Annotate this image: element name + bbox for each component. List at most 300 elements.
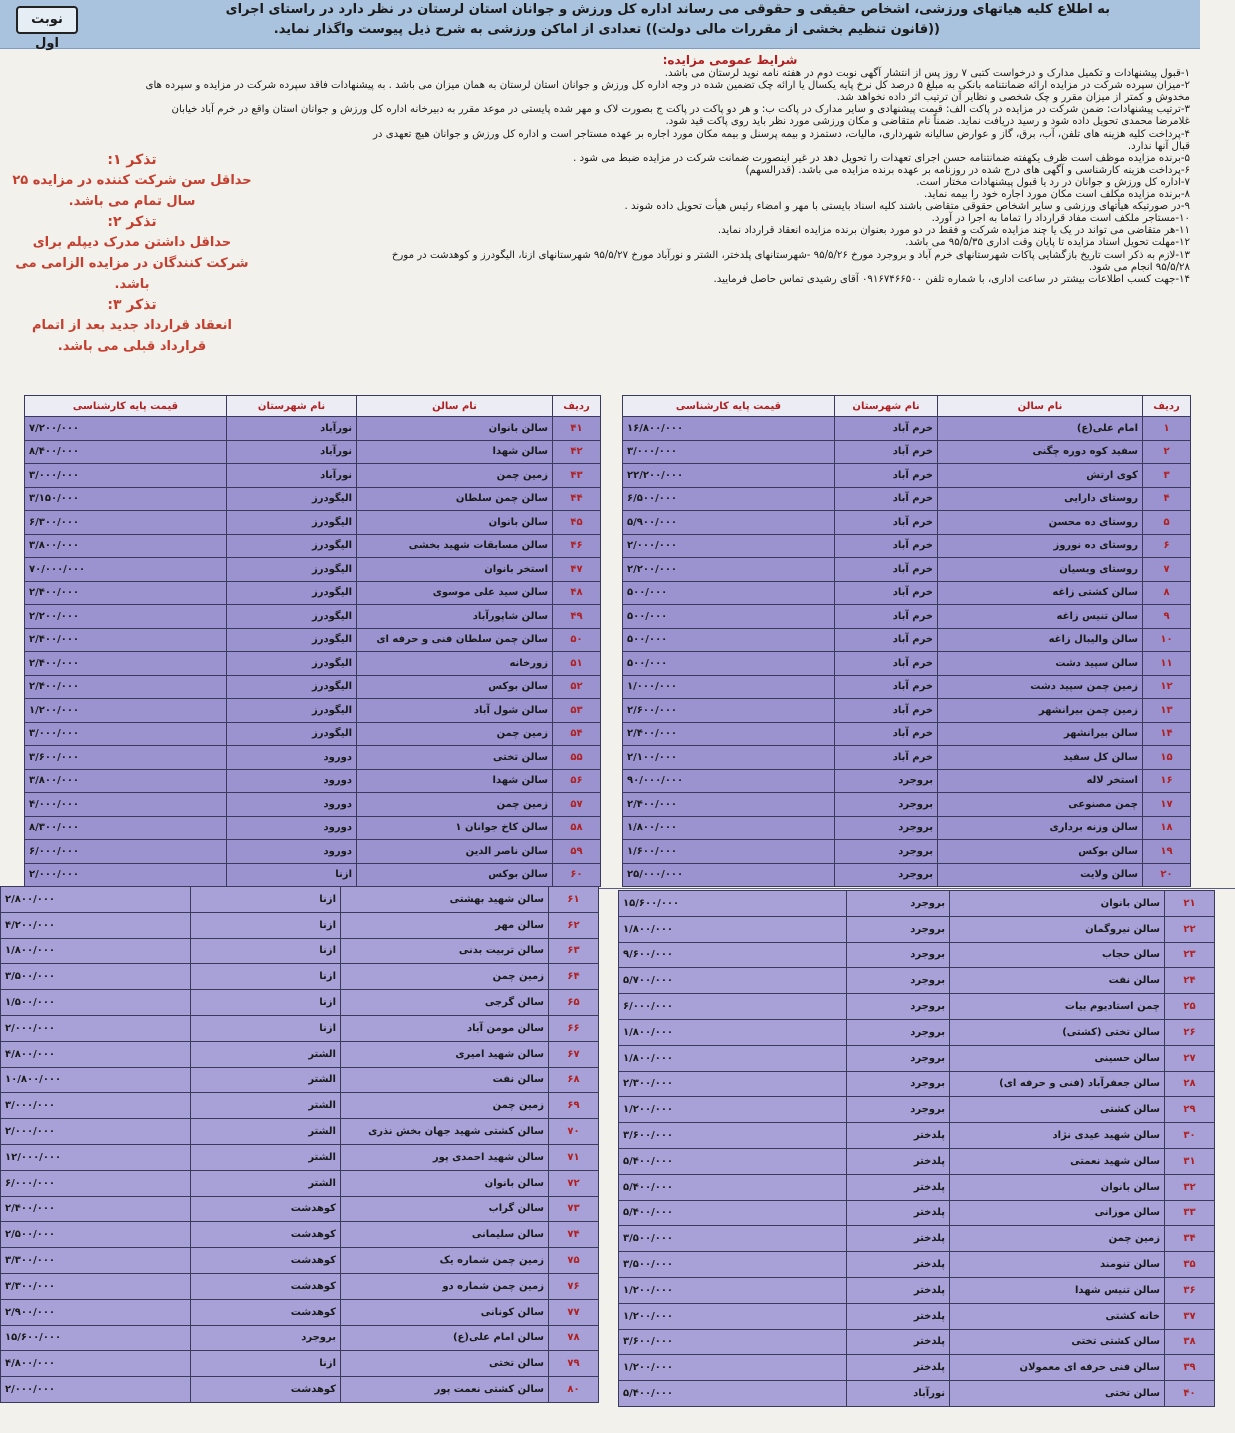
- cell-price: ۲/۸۰۰/۰۰۰: [1, 887, 191, 913]
- cell-hall: زمین چمن: [341, 1093, 549, 1119]
- table-row: [623, 464, 1191, 488]
- cell-hall: سالن سید علی موسوی: [357, 581, 553, 605]
- cell-price: ۵/۷۰۰/۰۰۰: [619, 968, 847, 994]
- condition-item: ۸-برنده مزایده مکلف است مکان مورد اجاره خود را بیمه نماید.: [923, 189, 1190, 201]
- cell-price: ۲/۹۰۰/۰۰۰: [1, 1299, 191, 1325]
- cell-hall: سالن تختی: [357, 746, 553, 770]
- cell-hall: زمین چمن سپید دشت: [938, 675, 1143, 699]
- cell-price: ۳/۳۰۰/۰۰۰: [1, 1248, 191, 1274]
- cell-hall: سالن ولایت: [938, 863, 1143, 887]
- cell-price: ۹۰/۰۰۰/۰۰۰: [623, 769, 835, 793]
- cell-num: ۷: [1143, 558, 1191, 582]
- cell-city: دورود: [227, 793, 357, 817]
- cell-price: ۴/۲۰۰/۰۰۰: [1, 912, 191, 938]
- cell-hall: سالن شهید بهشتی: [341, 887, 549, 913]
- cell-city: پلدختر: [847, 1303, 950, 1329]
- cell-price: ۲/۲۰۰/۰۰۰: [25, 605, 227, 629]
- cell-price: ۱/۵۰۰/۰۰۰: [1, 990, 191, 1016]
- cell-price: ۲/۴۰۰/۰۰۰: [25, 675, 227, 699]
- table-row: [1, 1325, 599, 1351]
- cell-num: ۱۵: [1143, 746, 1191, 770]
- cell-price: ۲/۴۰۰/۰۰۰: [25, 652, 227, 676]
- cell-num: ۳۰: [1165, 1123, 1215, 1149]
- cell-price: ۲۲/۲۰۰/۰۰۰: [623, 464, 835, 488]
- table-row: [25, 440, 601, 464]
- header-hall: نام سالن: [938, 396, 1143, 417]
- cell-hall: زمین چمن: [357, 793, 553, 817]
- cell-city: خرم آباد: [835, 652, 938, 676]
- table-row: [1, 1248, 599, 1274]
- cell-price: ۳/۸۰۰/۰۰۰: [25, 769, 227, 793]
- conditions-title: شرایط عمومی مزایده:: [662, 53, 798, 67]
- cell-hall: زمین چمن: [357, 464, 553, 488]
- cell-city: خرم آباد: [835, 417, 938, 441]
- cell-city: دورود: [227, 840, 357, 864]
- cell-price: ۱/۲۰۰/۰۰۰: [619, 1097, 847, 1123]
- cell-price: ۲۵/۰۰۰/۰۰۰: [623, 863, 835, 887]
- table-row: [623, 605, 1191, 629]
- cell-city: بروجرد: [847, 1045, 950, 1071]
- cell-hall: سالن شهدا: [357, 769, 553, 793]
- table-row: [25, 628, 601, 652]
- cell-price: ۲/۲۰۰/۰۰۰: [623, 558, 835, 582]
- cell-city: خرم آباد: [835, 605, 938, 629]
- table-row: [623, 793, 1191, 817]
- cell-hall: سالن بیرانشهر: [938, 722, 1143, 746]
- table-row: [619, 942, 1215, 968]
- cell-hall: سالن بانوان: [357, 511, 553, 535]
- cell-hall: سالن سلیمانی: [341, 1222, 549, 1248]
- cell-city: کوهدشت: [191, 1273, 341, 1299]
- cell-num: ۷۳: [549, 1196, 599, 1222]
- reminder-title: تذکر ۲:: [107, 214, 157, 230]
- cell-city: خرم آباد: [835, 534, 938, 558]
- cell-city: دورود: [227, 769, 357, 793]
- cell-price: ۲/۴۰۰/۰۰۰: [623, 793, 835, 817]
- table-row: [25, 793, 601, 817]
- cell-hall: خانه کشتی: [950, 1303, 1165, 1329]
- cell-price: ۲/۵۰۰/۰۰۰: [1, 1222, 191, 1248]
- cell-num: ۶۸: [549, 1067, 599, 1093]
- cell-num: ۱۸: [1143, 816, 1191, 840]
- table-row: [619, 1252, 1215, 1278]
- cell-city: الیگودرز: [227, 511, 357, 535]
- cell-hall: سالن شاپورآباد: [357, 605, 553, 629]
- table-row: [619, 1174, 1215, 1200]
- conditions-section: [145, 53, 1190, 372]
- cell-city: کوهدشت: [191, 1299, 341, 1325]
- cell-num: ۷۶: [549, 1273, 599, 1299]
- cell-price: ۱/۲۰۰/۰۰۰: [619, 1303, 847, 1329]
- cell-price: ۳/۳۰۰/۰۰۰: [1, 1273, 191, 1299]
- cell-city: الشتر: [191, 1041, 341, 1067]
- cell-hall: سالن شهید امیری: [341, 1041, 549, 1067]
- cell-hall: سالن کشتی تختی: [950, 1329, 1165, 1355]
- table-row: [25, 417, 601, 441]
- table-row: [623, 511, 1191, 535]
- cell-hall: سالن شهید عیدی نژاد: [950, 1123, 1165, 1149]
- cell-num: ۷۵: [549, 1248, 599, 1274]
- table-row: [619, 1071, 1215, 1097]
- cell-price: ۷/۲۰۰/۰۰۰: [25, 417, 227, 441]
- table-row: [1, 1119, 599, 1145]
- cell-hall: سالن تختی: [950, 1381, 1165, 1407]
- table-row: [623, 558, 1191, 582]
- condition-item: ۱۲-مهلت تحویل اسناد مزایده تا پایان وقت اداری ۹۵/۵/۳۵ می باشد.: [905, 237, 1190, 249]
- header-line-2: ((قانون تنظیم بخشی از مقررات مالی دولت)) تعدادی از اماکن ورزشی به شرح ذیل پیوست واگذار نماید.: [273, 22, 940, 37]
- cell-hall: سالن بوکس: [357, 863, 553, 887]
- table-row: [619, 891, 1215, 917]
- table-row: [1, 938, 599, 964]
- cell-city: دورود: [227, 816, 357, 840]
- cell-num: ۲۷: [1165, 1045, 1215, 1071]
- cell-price: ۳/۶۰۰/۰۰۰: [619, 1329, 847, 1355]
- cell-city: کوهدشت: [191, 1248, 341, 1274]
- cell-hall: سفید کوه دوره چگنی: [938, 440, 1143, 464]
- cell-price: ۱۵/۶۰۰/۰۰۰: [1, 1325, 191, 1351]
- table-row: [25, 769, 601, 793]
- cell-hall: سالن تنیس شهدا: [950, 1277, 1165, 1303]
- cell-hall: سالن فنی حرفه ای معمولان: [950, 1355, 1165, 1381]
- cell-city: نورآباد: [227, 440, 357, 464]
- cell-price: ۳/۰۰۰/۰۰۰: [1, 1093, 191, 1119]
- cell-city: الشتر: [191, 1067, 341, 1093]
- table-header-row: [623, 396, 1191, 417]
- condition-item: ۴-پرداخت کلیه هزینه های تلفن، آب، برق، گاز و عوارض سالیانه شهرداری، مالیات، دستمزد و بیمه پرسنل و بیمه مکان مورد اجاره بر عهده مستاجر است و اداره کل ورزش و جوانان هیچ تعهدی در: [373, 128, 1190, 140]
- table-row: [623, 440, 1191, 464]
- table-row: [1, 1093, 599, 1119]
- table-row: [25, 699, 601, 723]
- condition-item: ۹۵/۵/۲۸ انجام می شود.: [1088, 261, 1190, 273]
- cell-price: ۴/۸۰۰/۰۰۰: [1, 1351, 191, 1377]
- cell-city: کوهدشت: [191, 1222, 341, 1248]
- cell-num: ۸۰: [549, 1377, 599, 1403]
- condition-item: ۳-ترتیب پیشنهادات: ضمن شرکت در مزایده در پاکت الف: قیمت پیشنهادی و سایر مدارک در پاکت ب: و هر دو پاکت در پاکت ج بصورت لاک و مهر شده پایستی در موعد مقرر به دبیرخانه اداره کل ورزش و جوانان استان واقع در خرم آباد خیابان: [171, 104, 1190, 116]
- cell-price: ۱/۰۰۰/۰۰۰: [623, 675, 835, 699]
- cell-hall: سالن تختی: [341, 1351, 549, 1377]
- condition-item: ۲-میزان سپرده شرکت در مزایده ارائه ضمانتنامه بانکی به مبلغ ۵ درصد کل نرخ پایه یکسال یا ارائه چک تضمین شده در وجه اداره کل ورزش و جوانان استان لرستان به همان میزان می باشد . به پیشنهادات فاقد سپرده شرکت در مزایده و سپرده های: [145, 80, 1190, 92]
- header-line-1: به اطلاع کلیه هیاتهای ورزشی، اشخاص حقیقی و حقوقی می رساند اداره کل ورزش و جوانان استان لرستان در نظر دارد در راستای اجرای: [225, 2, 1110, 17]
- table-row: [623, 816, 1191, 840]
- cell-city: بروجرد: [847, 968, 950, 994]
- table-row: [623, 863, 1191, 887]
- cell-city: بروجرد: [847, 891, 950, 917]
- cell-city: بروجرد: [847, 994, 950, 1020]
- cell-num: ۷۱: [549, 1144, 599, 1170]
- cell-city: الیگودرز: [227, 675, 357, 699]
- cell-price: ۳/۵۰۰/۰۰۰: [1, 964, 191, 990]
- cell-city: بروجرد: [835, 769, 938, 793]
- table-row: [1, 1067, 599, 1093]
- cell-num: ۶۹: [549, 1093, 599, 1119]
- cell-city: ازنا: [227, 863, 357, 887]
- cell-price: ۲/۴۰۰/۰۰۰: [25, 581, 227, 605]
- cell-price: ۱/۲۰۰/۰۰۰: [25, 699, 227, 723]
- table-row: [25, 534, 601, 558]
- cell-hall: سالن بانوان: [357, 417, 553, 441]
- cell-hall: روستای ویسیان: [938, 558, 1143, 582]
- cell-hall: سالن موزانی: [950, 1200, 1165, 1226]
- condition-item: قبال آنها ندارد.: [1127, 140, 1190, 152]
- condition-item: ۱۳-لازم به ذکر است تاریخ بازگشایی پاکات شهرستانهای خرم آباد و بروجرد مورخ ۹۵/۵/۲۶ -شهرستانهای پلدختر، الشتر و نورآباد مورخ ۹۵/۵/۲۷ شهرستانهای ازنا، الیگودرز و کوهدشت در مورخ: [391, 249, 1190, 261]
- cell-num: ۵۶: [553, 769, 601, 793]
- table-row: [1, 1222, 599, 1248]
- cell-num: ۴۰: [1165, 1381, 1215, 1407]
- cell-hall: سالن گرجی: [341, 990, 549, 1016]
- cell-hall: چمن استادیوم بیات: [950, 994, 1165, 1020]
- cell-city: ازنا: [191, 990, 341, 1016]
- cell-city: بروجرد: [847, 942, 950, 968]
- cell-num: ۶۷: [549, 1041, 599, 1067]
- table-row: [25, 863, 601, 887]
- cell-num: ۱۶: [1143, 769, 1191, 793]
- cell-hall: زمین چمن بیرانشهر: [938, 699, 1143, 723]
- conditions-list: [145, 68, 1190, 286]
- cell-num: ۹: [1143, 605, 1191, 629]
- cell-num: ۶۲: [549, 912, 599, 938]
- cell-city: الیگودرز: [227, 722, 357, 746]
- cell-hall: روستای ده نوروز: [938, 534, 1143, 558]
- table-row: [619, 1019, 1215, 1045]
- cell-num: ۲۲: [1165, 916, 1215, 942]
- header-city: نام شهرستان: [835, 396, 938, 417]
- cell-num: ۷۴: [549, 1222, 599, 1248]
- cell-hall: سالن ناصر الدین: [357, 840, 553, 864]
- cell-num: ۵۸: [553, 816, 601, 840]
- cell-num: ۱: [1143, 417, 1191, 441]
- cell-city: خرم آباد: [835, 722, 938, 746]
- cell-price: ۸/۳۰۰/۰۰۰: [25, 816, 227, 840]
- table-row: [1, 1273, 599, 1299]
- cell-city: الیگودرز: [227, 628, 357, 652]
- cell-hall: سالن شهدا: [357, 440, 553, 464]
- cell-hall: سالن شهید احمدی پور: [341, 1144, 549, 1170]
- cell-hall: سالن نیروگمان: [950, 916, 1165, 942]
- cell-city: نورآباد: [847, 1381, 950, 1407]
- table-row: [1, 1144, 599, 1170]
- cell-num: ۲۹: [1165, 1097, 1215, 1123]
- table-row: [623, 417, 1191, 441]
- cell-price: ۶/۰۰۰/۰۰۰: [619, 994, 847, 1020]
- cell-city: بروجرد: [191, 1325, 341, 1351]
- cell-num: ۴۵: [553, 511, 601, 535]
- cell-num: ۳۱: [1165, 1148, 1215, 1174]
- reminder-title: تذکر ۱:: [107, 152, 157, 168]
- cell-city: الشتر: [191, 1119, 341, 1145]
- cell-price: ۱/۸۰۰/۰۰۰: [619, 1019, 847, 1045]
- cell-num: ۶۶: [549, 1015, 599, 1041]
- cell-hall: سالن سپید دشت: [938, 652, 1143, 676]
- cell-hall: زمین چمن شماره یک: [341, 1248, 549, 1274]
- cell-city: خرم آباد: [835, 487, 938, 511]
- cell-city: پلدختر: [847, 1277, 950, 1303]
- cell-price: ۹/۶۰۰/۰۰۰: [619, 942, 847, 968]
- cell-price: ۱/۸۰۰/۰۰۰: [1, 938, 191, 964]
- cell-num: ۴۱: [553, 417, 601, 441]
- table-row: [25, 652, 601, 676]
- cell-hall: زمین چمن: [341, 964, 549, 990]
- cell-num: ۱۲: [1143, 675, 1191, 699]
- cell-price: ۱۵/۶۰۰/۰۰۰: [619, 891, 847, 917]
- cell-hall: زمین چمن شماره دو: [341, 1273, 549, 1299]
- cell-city: کوهدشت: [191, 1196, 341, 1222]
- cell-price: ۵/۴۰۰/۰۰۰: [619, 1174, 847, 1200]
- table-row: [619, 1200, 1215, 1226]
- reminder-text: حداقل داشتن مدرک دیپلم برای شرکت کنندگان در مزایده الزامی می باشد.: [15, 235, 249, 292]
- cell-price: ۴/۸۰۰/۰۰۰: [1, 1041, 191, 1067]
- cell-city: خرم آباد: [835, 675, 938, 699]
- cell-city: دورود: [227, 746, 357, 770]
- header-hall: نام سالن: [357, 396, 553, 417]
- cell-hall: سالن حسینی: [950, 1045, 1165, 1071]
- cell-num: ۳۳: [1165, 1200, 1215, 1226]
- cell-price: ۳/۰۰۰/۰۰۰: [623, 440, 835, 464]
- cell-price: ۲/۰۰۰/۰۰۰: [1, 1119, 191, 1145]
- table-row: [619, 1303, 1215, 1329]
- table-row: [1, 1351, 599, 1377]
- table-left-top: [24, 395, 601, 887]
- table-row: [619, 1226, 1215, 1252]
- cell-num: ۵۱: [553, 652, 601, 676]
- cell-num: ۴۷: [553, 558, 601, 582]
- cell-price: ۶/۰۰۰/۰۰۰: [25, 840, 227, 864]
- condition-item: غلامرضا محمدی تحویل داده شود و رسید دریافت نماید. ضمناً نام متقاضی و مکان ورزشی مورد نظر باید روی پاکت قید شود.: [665, 116, 1190, 128]
- cell-hall: سالن تنیس زاغه: [938, 605, 1143, 629]
- cell-city: ازنا: [191, 887, 341, 913]
- cell-hall: سالن تربیت بدنی: [341, 938, 549, 964]
- cell-hall: استخر لاله: [938, 769, 1143, 793]
- cell-hall: سالن تنومند: [950, 1252, 1165, 1278]
- cell-num: ۱۹: [1143, 840, 1191, 864]
- reminder-text: حداقل سن شرکت کننده در مزایده ۲۵ سال تمام می باشد.: [12, 173, 252, 209]
- cell-city: پلدختر: [847, 1252, 950, 1278]
- cell-price: ۶/۵۰۰/۰۰۰: [623, 487, 835, 511]
- cell-num: ۳۵: [1165, 1252, 1215, 1278]
- cell-hall: سالن مسابقات شهید بخشی: [357, 534, 553, 558]
- cell-num: ۳: [1143, 464, 1191, 488]
- cell-num: ۵۰: [553, 628, 601, 652]
- cell-city: خرم آباد: [835, 628, 938, 652]
- table-row: [1, 964, 599, 990]
- cell-city: بروجرد: [835, 816, 938, 840]
- cell-city: الیگودرز: [227, 534, 357, 558]
- table-row: [25, 511, 601, 535]
- cell-hall: سالن نفت: [950, 968, 1165, 994]
- cell-price: ۳/۵۰۰/۰۰۰: [619, 1226, 847, 1252]
- table-row: [619, 916, 1215, 942]
- cell-hall: امام علی(ع): [938, 417, 1143, 441]
- cell-hall: سالن بانوان: [950, 891, 1165, 917]
- cell-hall: سالن کشتی زاغه: [938, 581, 1143, 605]
- cell-num: ۳۴: [1165, 1226, 1215, 1252]
- header-num: ردیف: [553, 396, 601, 417]
- table-row: [619, 968, 1215, 994]
- table-row: [25, 581, 601, 605]
- condition-item: ۵-برنده مزایده موظف است ظرف یکهفته ضمانتنامه حسن اجرای تعهدات را تحویل دهد در غیر اینصورت ضمانت شرکت در مزایده ضبط می شود .: [573, 152, 1190, 164]
- cell-city: الیگودرز: [227, 487, 357, 511]
- cell-num: ۱۷: [1143, 793, 1191, 817]
- cell-price: ۵۰۰/۰۰۰: [623, 652, 835, 676]
- table-row: [25, 675, 601, 699]
- table-row: [1, 1299, 599, 1325]
- cell-num: ۸: [1143, 581, 1191, 605]
- cell-num: ۳۶: [1165, 1277, 1215, 1303]
- table-row: [1, 1015, 599, 1041]
- cell-city: خرم آباد: [835, 558, 938, 582]
- cell-city: ازنا: [191, 912, 341, 938]
- cell-hall: سالن مومن آباد: [341, 1015, 549, 1041]
- cell-price: ۳/۶۰۰/۰۰۰: [25, 746, 227, 770]
- cell-city: خرم آباد: [835, 464, 938, 488]
- table-row: [1, 912, 599, 938]
- cell-city: ازنا: [191, 1351, 341, 1377]
- table-row: [623, 699, 1191, 723]
- cell-city: الشتر: [191, 1170, 341, 1196]
- condition-item: ۷-اداره کل ورزش و جوانان در رد یا قبول پیشنهادات مختار است.: [916, 176, 1190, 188]
- cell-hall: سالن گراب: [341, 1196, 549, 1222]
- cell-num: ۲۳: [1165, 942, 1215, 968]
- cell-hall: سالن شهید نعمتی: [950, 1148, 1165, 1174]
- cell-price: ۵/۴۰۰/۰۰۰: [619, 1148, 847, 1174]
- cell-num: ۶: [1143, 534, 1191, 558]
- cell-hall: سالن بوکس: [938, 840, 1143, 864]
- cell-hall: سالن چمن سلطان: [357, 487, 553, 511]
- table-row: [1, 1196, 599, 1222]
- cell-hall: سالن جعفرآباد (فنی و حرفه ای): [950, 1071, 1165, 1097]
- cell-num: ۷۸: [549, 1325, 599, 1351]
- table-row: [623, 534, 1191, 558]
- cell-city: پلدختر: [847, 1174, 950, 1200]
- cell-city: ازنا: [191, 1015, 341, 1041]
- cell-price: ۳/۱۵۰/۰۰۰: [25, 487, 227, 511]
- cell-city: ازنا: [191, 964, 341, 990]
- cell-city: نورآباد: [227, 417, 357, 441]
- cell-city: خرم آباد: [835, 746, 938, 770]
- cell-num: ۳۲: [1165, 1174, 1215, 1200]
- cell-city: نورآباد: [227, 464, 357, 488]
- cell-city: کوهدشت: [191, 1377, 341, 1403]
- table-row: [619, 994, 1215, 1020]
- cell-city: پلدختر: [847, 1226, 950, 1252]
- cell-num: ۲۰: [1143, 863, 1191, 887]
- table-row: [623, 652, 1191, 676]
- cell-num: ۶۴: [549, 964, 599, 990]
- cell-num: ۵۵: [553, 746, 601, 770]
- cell-hall: کوی ارتش: [938, 464, 1143, 488]
- cell-city: الیگودرز: [227, 558, 357, 582]
- cell-price: ۱۶/۸۰۰/۰۰۰: [623, 417, 835, 441]
- cell-hall: زمین چمن: [357, 722, 553, 746]
- cell-city: ازنا: [191, 938, 341, 964]
- header-price: قیمت پایه کارشناسی: [623, 396, 835, 417]
- cell-hall: سالن امام علی(ع): [341, 1325, 549, 1351]
- reminder-title: تذکر ۳:: [107, 297, 157, 313]
- cell-city: خرم آباد: [835, 511, 938, 535]
- cell-hall: سالن شول آباد: [357, 699, 553, 723]
- table-row: [623, 769, 1191, 793]
- cell-num: ۵۷: [553, 793, 601, 817]
- cell-price: ۱/۸۰۰/۰۰۰: [619, 1045, 847, 1071]
- header-banner: [0, 0, 1200, 49]
- cell-hall: سالن بوکس: [357, 675, 553, 699]
- cell-city: بروجرد: [847, 1097, 950, 1123]
- condition-item: ۱-قبول پیشنهادات و تکمیل مدارک و درخواست کتبی ۷ روز پس از انتشار آگهی نوبت دوم در هفته نامه نوید لرستان می باشد.: [664, 68, 1190, 80]
- table-row: [623, 675, 1191, 699]
- cell-num: ۳۸: [1165, 1329, 1215, 1355]
- cell-num: ۲۴: [1165, 968, 1215, 994]
- cell-price: ۲/۴۰۰/۰۰۰: [623, 722, 835, 746]
- table-row: [25, 746, 601, 770]
